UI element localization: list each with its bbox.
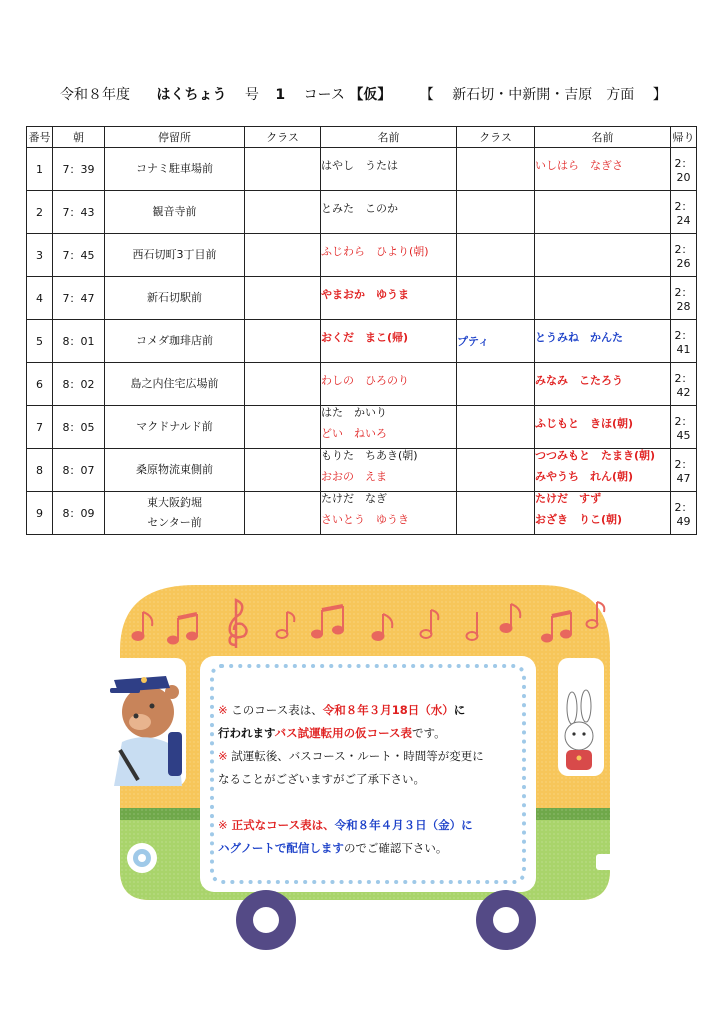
class-2 (457, 363, 535, 406)
class-1 (245, 234, 321, 277)
class-1 (245, 277, 321, 320)
title-destination: 新石切・中新開・吉原 方面 (452, 87, 635, 103)
stop-name-line: 島之内住宅広場前 (130, 377, 219, 390)
return-time: 2：42 (671, 363, 697, 406)
table-row (27, 320, 697, 363)
student-name: みやうち れん(朝) (535, 470, 634, 483)
names-1 (321, 492, 457, 535)
student-name: おくだ まこ(帰) (321, 330, 409, 344)
names-1 (321, 363, 457, 406)
names-2 (535, 234, 671, 277)
names-2 (535, 320, 671, 363)
student-name: さいとう ゆうき (321, 513, 409, 526)
header-name-1: 名前 (321, 127, 457, 148)
return-time: 2：47 (671, 449, 697, 492)
title-bracket-open: 【 (419, 87, 434, 103)
names-2 (535, 363, 671, 406)
stop-name (105, 449, 245, 492)
stop-name (105, 148, 245, 191)
class-2 (457, 234, 535, 277)
title-number: 1 (275, 87, 286, 103)
morning-time: 7：47 (53, 277, 105, 320)
return-time: 2：41 (671, 320, 697, 363)
stop-name-line: センター前 (147, 516, 202, 529)
page-title (60, 84, 667, 104)
class-2 (457, 148, 535, 191)
return-time: 2：28 (671, 277, 697, 320)
names-1 (321, 148, 457, 191)
names-1 (321, 234, 457, 277)
stop-name (105, 191, 245, 234)
notice-mark: ※ (218, 703, 228, 717)
notice-mark: ※ (218, 818, 228, 832)
class-1 (245, 492, 321, 535)
student-name: おおの えま (321, 470, 387, 483)
class-1 (245, 191, 321, 234)
row-number: 7 (27, 406, 53, 449)
class-2 (457, 449, 535, 492)
morning-time: 7：45 (53, 234, 105, 277)
class-1 (245, 449, 321, 492)
morning-time: 8：01 (53, 320, 105, 363)
header-class-1: クラス (245, 127, 321, 148)
title-bracket-close: 】 (652, 87, 667, 103)
names-2 (535, 449, 671, 492)
notice-line-5: ※ 正式なコース表は、令和８年４月３日（金）に (218, 818, 473, 832)
student-name: つつみもと たまき(朝) (535, 449, 656, 462)
class-1 (245, 406, 321, 449)
header-no: 番号 (27, 127, 53, 148)
student-name: もりた ちあき(朝) (321, 449, 418, 462)
notice-mark: ※ (218, 749, 228, 763)
morning-time: 8：05 (53, 406, 105, 449)
student-name: やまおか ゆうま (321, 287, 409, 301)
front-wheel-icon (236, 890, 296, 950)
rear-wheel-icon (476, 890, 536, 950)
row-number: 5 (27, 320, 53, 363)
table-header-row (27, 127, 697, 148)
return-time: 2：49 (671, 492, 697, 535)
header-class-2: クラス (457, 127, 535, 148)
morning-time: 8：02 (53, 363, 105, 406)
class-2 (457, 191, 535, 234)
names-2 (535, 148, 671, 191)
stop-name (105, 320, 245, 363)
student-name: たけだ すず (535, 492, 602, 505)
names-2 (535, 406, 671, 449)
morning-time: 7：43 (53, 191, 105, 234)
header-name-2: 名前 (535, 127, 671, 148)
table-row (27, 492, 697, 535)
class-1 (245, 363, 321, 406)
student-name: みなみ こたろう (535, 373, 623, 387)
title-course: コース (303, 87, 345, 103)
return-time: 2：45 (671, 406, 697, 449)
notice-line-2: 行われますバス試運転用の仮コース表です。 (218, 726, 446, 740)
row-number: 1 (27, 148, 53, 191)
stop-name (105, 406, 245, 449)
stop-name-line: コメダ珈琲店前 (136, 334, 213, 347)
stop-name (105, 363, 245, 406)
title-kari: 【仮】 (349, 87, 392, 103)
stop-name-line: マクドナルド前 (136, 420, 213, 433)
student-name: はやし うたは (321, 158, 398, 172)
morning-time: 8：07 (53, 449, 105, 492)
notice-line-6: ハグノートで配信しますのでご確認下さい。 (218, 841, 448, 855)
return-time: 2：26 (671, 234, 697, 277)
row-number: 3 (27, 234, 53, 277)
header-return: 帰り (671, 127, 697, 148)
names-2 (535, 191, 671, 234)
row-number: 8 (27, 449, 53, 492)
student-name: ふじわら ひより(朝) (321, 244, 429, 258)
morning-time: 7：39 (53, 148, 105, 191)
names-1 (321, 191, 457, 234)
stop-name (105, 492, 245, 535)
student-name: とみた このか (321, 201, 398, 215)
class-2: プティ (457, 320, 535, 363)
return-time: 2：24 (671, 191, 697, 234)
names-1 (321, 320, 457, 363)
notice-text (218, 699, 518, 860)
title-go: 号 (244, 87, 259, 103)
morning-time: 8：09 (53, 492, 105, 535)
stop-name (105, 234, 245, 277)
return-time: 2：20 (671, 148, 697, 191)
stop-name-line: コナミ駐車場前 (136, 162, 213, 175)
table-row (27, 277, 697, 320)
notice-line-1: ※ このコース表は、令和８年３月18日（水）に (218, 703, 466, 717)
student-name: いしはら なぎさ (535, 158, 623, 172)
course-table (26, 126, 697, 535)
table-row (27, 191, 697, 234)
table-row (27, 363, 697, 406)
class-2 (457, 492, 535, 535)
class-2 (457, 277, 535, 320)
table-row (27, 449, 697, 492)
names-1 (321, 406, 457, 449)
student-name: わしの ひろのり (321, 373, 409, 387)
row-number: 4 (27, 277, 53, 320)
class-1 (245, 320, 321, 363)
title-year: 令和８年度 (60, 87, 130, 103)
table-row (27, 148, 697, 191)
stop-name-line: 新石切駅前 (147, 291, 202, 304)
stop-name-line: 東大阪釣堀 (147, 496, 202, 509)
names-2 (535, 277, 671, 320)
table-row (27, 234, 697, 277)
notice-line-3: ※ 試運転後、バスコース・ルート・時間等が変更に (218, 749, 484, 763)
stop-name-line: 桑原物流東側前 (136, 463, 213, 476)
notice-line-4: なることがございますがご了承下さい。 (218, 772, 425, 786)
names-1 (321, 277, 457, 320)
student-name: どい ねいろ (321, 427, 387, 440)
names-2 (535, 492, 671, 535)
student-name: ふじもと きほ(朝) (535, 416, 634, 430)
class-1 (245, 148, 321, 191)
row-number: 6 (27, 363, 53, 406)
names-1 (321, 449, 457, 492)
student-name: はた かいり (321, 406, 387, 419)
stop-name-line: 西石切町3丁目前 (132, 248, 217, 261)
table-row (27, 406, 697, 449)
student-name: おざき りこ(朝) (535, 513, 623, 526)
header-morning: 朝 (53, 127, 105, 148)
stop-name (105, 277, 245, 320)
stop-name-line: 観音寺前 (152, 205, 197, 218)
student-name: とうみね かんた (535, 330, 623, 344)
title-bus-name: はくちょう (156, 87, 227, 103)
row-number: 9 (27, 492, 53, 535)
class-2 (457, 406, 535, 449)
header-stop: 停留所 (105, 127, 245, 148)
row-number: 2 (27, 191, 53, 234)
student-name: たけだ なぎ (321, 492, 387, 505)
